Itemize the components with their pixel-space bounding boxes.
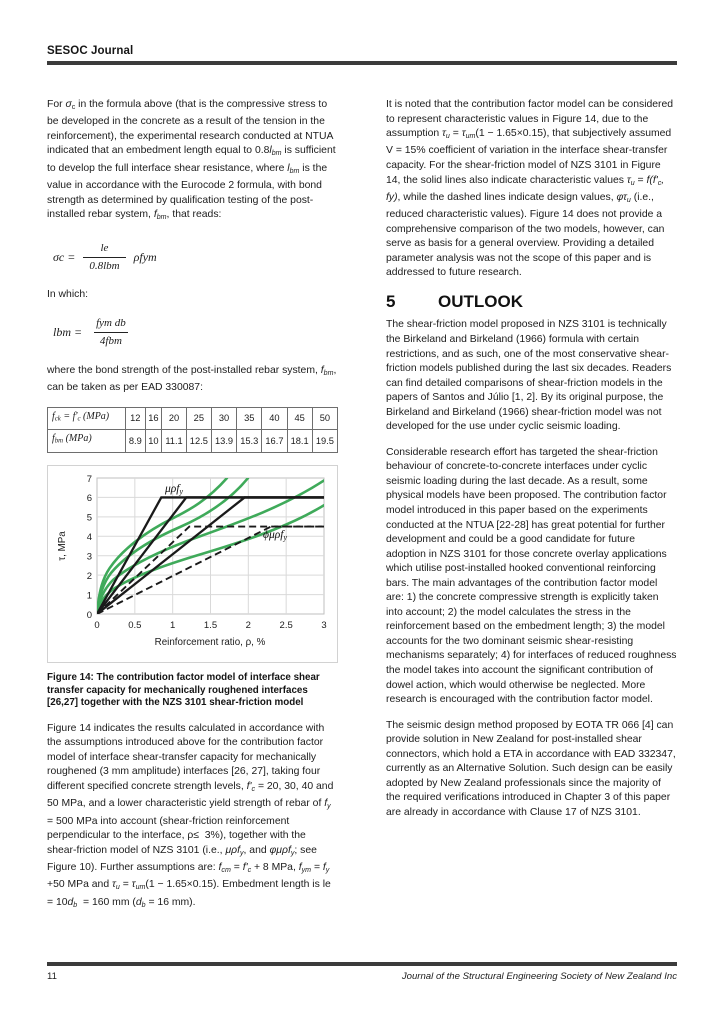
- journal-footer-line: Journal of the Structural Engineering Society of New Zealand Inc: [401, 971, 677, 982]
- page-header: [47, 45, 677, 65]
- table-row-header-fbm: $f_{bm}$ (MPa): [48, 430, 126, 452]
- right-paragraph-3: Considerable research effort has targeted the shear-friction behaviour of concrete-to-concrete interfaces under cyclic seismic loading during the last decade. As a result, some physical models have been proposed. The contribution factor model introduced in this paper based on the experiments conducted at the NTUA [22-28] has great potential for further development and could be a good candidate for future adoption in NZS 3101 for those concrete overlay applications which utilise post-installed hooked conventional reinforcing bars. The main advantages of the contribution factor model are: 1) the concrete compressive strength is explicitly taken into account; 2) the model calculates the stress in the reinforcement based on the embedment length; 3) the model accounts for the two dominant seismic shear-resisting mechanisms separately; 4) for interfaces of reduced roughness the model takes into account the significant contribution of dowel action, which would otherwise be neglected. More research is encouraged with the contribution factor model.: [386, 446, 677, 706]
- table-cell: 50: [312, 408, 337, 430]
- table-cell: 25: [186, 408, 211, 430]
- section-heading-outlook: [386, 291, 677, 311]
- svg-text:1.5: 1.5: [203, 619, 218, 631]
- page-footer: [47, 962, 677, 982]
- annotation-phi-mu-rho-fy: ϕμρfy: [263, 528, 288, 542]
- x-axis-title: Reinforcement ratio, ρ, %: [154, 636, 266, 648]
- table-cell: 19.5: [312, 430, 337, 452]
- formula1-denominator: 0.8lbm: [83, 257, 125, 274]
- table-row: [48, 408, 338, 430]
- y-tick-labels: [87, 473, 92, 620]
- table-cell: 30: [211, 408, 236, 430]
- table-cell: 45: [287, 408, 312, 430]
- y-axis-title: τ, MPa: [57, 530, 68, 561]
- in-which-label: In which:: [47, 288, 89, 300]
- formula1-numerator: le: [100, 242, 109, 255]
- svg-text:6: 6: [86, 492, 92, 504]
- table-cell: 11.1: [162, 430, 186, 452]
- formula2-fraction: [90, 316, 132, 348]
- table-cell: 40: [262, 408, 287, 430]
- bond-strength-table: [47, 407, 338, 452]
- formula2-denominator: 4fbm: [94, 332, 128, 349]
- right-paragraph-4: The seismic design method proposed by EOTA TR 066 [4] can provide solution in New Zealand for post-installed shear connectors, which hold a ETA in accordance with EAD 332347, currently as an Alternative Solution. Such design can be easily adopted by New Zealand professionals since the majority of the required verifications introduced in Chapter 3 of this paper are already in accordance with Clause 17 of NZS 3101.: [386, 719, 676, 818]
- svg-text:1: 1: [86, 589, 92, 601]
- table-row: [48, 430, 338, 452]
- svg-text:4: 4: [86, 531, 92, 543]
- svg-text:1: 1: [170, 619, 176, 631]
- left-paragraph-1: For $\sigma_c$ in the formula above (that is the compressive stress to be developed in the concrete as a result of the tension in the reinforcement), the experimental research conducted at NTUA indicated that an embedment length equal to $0.8l_{bm}$ is sufficient to develop the full interface shear resistance, where $l_{bm}$ is the value in accordance with the Eurocode 2 formula, with bond strength as determined by qualification testing of the post-installed rebar system, $f_{bm}$, that reads:: [47, 99, 336, 221]
- table-cell: 20: [162, 408, 186, 430]
- x-tick-labels: [94, 620, 326, 631]
- table-row-header-fck: $f_{ck} = f'_c$ (MPa): [48, 408, 126, 430]
- figure-14: [47, 465, 338, 664]
- formula-lbm: [53, 316, 338, 348]
- table-cell: 12: [126, 408, 146, 430]
- formula1-lhs: σc =: [53, 250, 76, 265]
- shear-friction-chart: [50, 470, 335, 655]
- left-paragraph-3: Figure 14 indicates the results calculated in accordance with the assumptions introduced above for the contribution factor model of interface shear-transfer capacity for mechanically roughened (3 mm amplitude) interfaces [26, 27], taking four different specified concrete strength levels, $f'_c = 20$, 30, 40 and 50 MPa, and a lower characteristic yield strength of rebar of $f_y = 500$ MPa into account (shear-friction reinforcement perpendicular to the interface, ρ≤ 3%), together with the shear-friction model of NZS 3101 (i.e., μρf$_y$, and φμρf$_y$; see Figure 10). Further assumptions are: $f_{cm} = f'_c + 8$ MPa, $f_{ym} = f_y +50$ MPa and $\tau_u = \tau_{um}(1 - 1.65\times 0.15)$. Embedment length is le = $10d_b = 160$ mm ($d_b = 16$ mm).: [47, 722, 334, 909]
- svg-text:0: 0: [86, 609, 92, 621]
- footer-divider: [47, 962, 677, 966]
- svg-text:2: 2: [245, 619, 251, 631]
- table-cell: 35: [237, 408, 262, 430]
- svg-text:0.5: 0.5: [128, 619, 142, 631]
- left-paragraph-2: where the bond strength of the post-installed rebar system, $f_{bm}$, can be taken as per EAD 330087:: [47, 365, 337, 394]
- svg-text:0: 0: [94, 619, 100, 631]
- table-cell: 12.5: [186, 430, 211, 452]
- section-title: OUTLOOK: [438, 291, 523, 311]
- formula2-numerator: fym db: [96, 317, 126, 330]
- table-cell: 8.9: [126, 430, 146, 452]
- svg-text:3: 3: [321, 619, 327, 631]
- svg-text:2.5: 2.5: [279, 619, 293, 631]
- table-cell: 18.1: [287, 430, 312, 452]
- left-column: [47, 98, 338, 924]
- page-number: 11: [47, 971, 57, 982]
- journal-name: SESOC Journal: [47, 45, 134, 57]
- table-cell: 15.3: [237, 430, 262, 452]
- section-number: 5: [386, 291, 396, 311]
- right-paragraph-1: It is noted that the contribution factor model can be considered to represent characteristic values in Figure 14, due to the assumption $\tau_u = \tau_{um}(1 - 1.65\times 0.15)$, that subjectively assumed V = 15% coefficient of variation in the interface shear-transfer capacity. For the shear-friction model of NZS 3101 in Figure 14, the solid lines also indicate characteristic values $\tau_u = f(f'_c$, fy), while the dashed lines indicate design values, $\varphi\tau_u$ (i.e., reduced characteristic values). Figure 14 does not provide a comprehensive comparison of the two models, however, can serve as basis for a general overview. Providing a detailed parameter analysis was not the scope of this paper and is addressed to future research.: [386, 99, 674, 279]
- svg-text:5: 5: [86, 512, 92, 524]
- table-cell: 16: [145, 408, 162, 430]
- formula2-lhs: lbm =: [53, 324, 83, 339]
- table-cell: 10: [145, 430, 162, 452]
- svg-text:3: 3: [86, 551, 92, 562]
- header-divider: [47, 61, 677, 65]
- right-paragraph-2: The shear-friction model proposed in NZS 3101 is technically the Birkeland and Birkeland (1966) formula with certain restrictions, and as such, one of the most conservative shear-friction models published during the last six decades. Readers can find detailed comparisons of shear-friction models in the papers of Santos and Júlio [1, 2]. By its original purpose, the Birkeland and Birkeland (1966) shear-friction model was not developed for the use under cyclic seismic loading.: [386, 319, 672, 433]
- annotation-mu-rho-fy: μρfy: [165, 482, 184, 496]
- table-cell: 16.7: [262, 430, 287, 452]
- table-cell: 13.9: [211, 430, 236, 452]
- svg-text:7: 7: [86, 473, 92, 485]
- footer-row: [47, 971, 677, 982]
- svg-text:2: 2: [86, 570, 92, 582]
- formula-sigma-c: [53, 241, 338, 273]
- formula1-fraction: [83, 241, 125, 273]
- formula1-trailing: ρfym: [133, 250, 157, 265]
- figure-14-caption: Figure 14: The contribution factor model of interface shear transfer capacity for mechanically roughened interfaces [26,27] together with the NZS 3101 shear-friction model: [47, 672, 320, 709]
- right-column: [386, 98, 677, 831]
